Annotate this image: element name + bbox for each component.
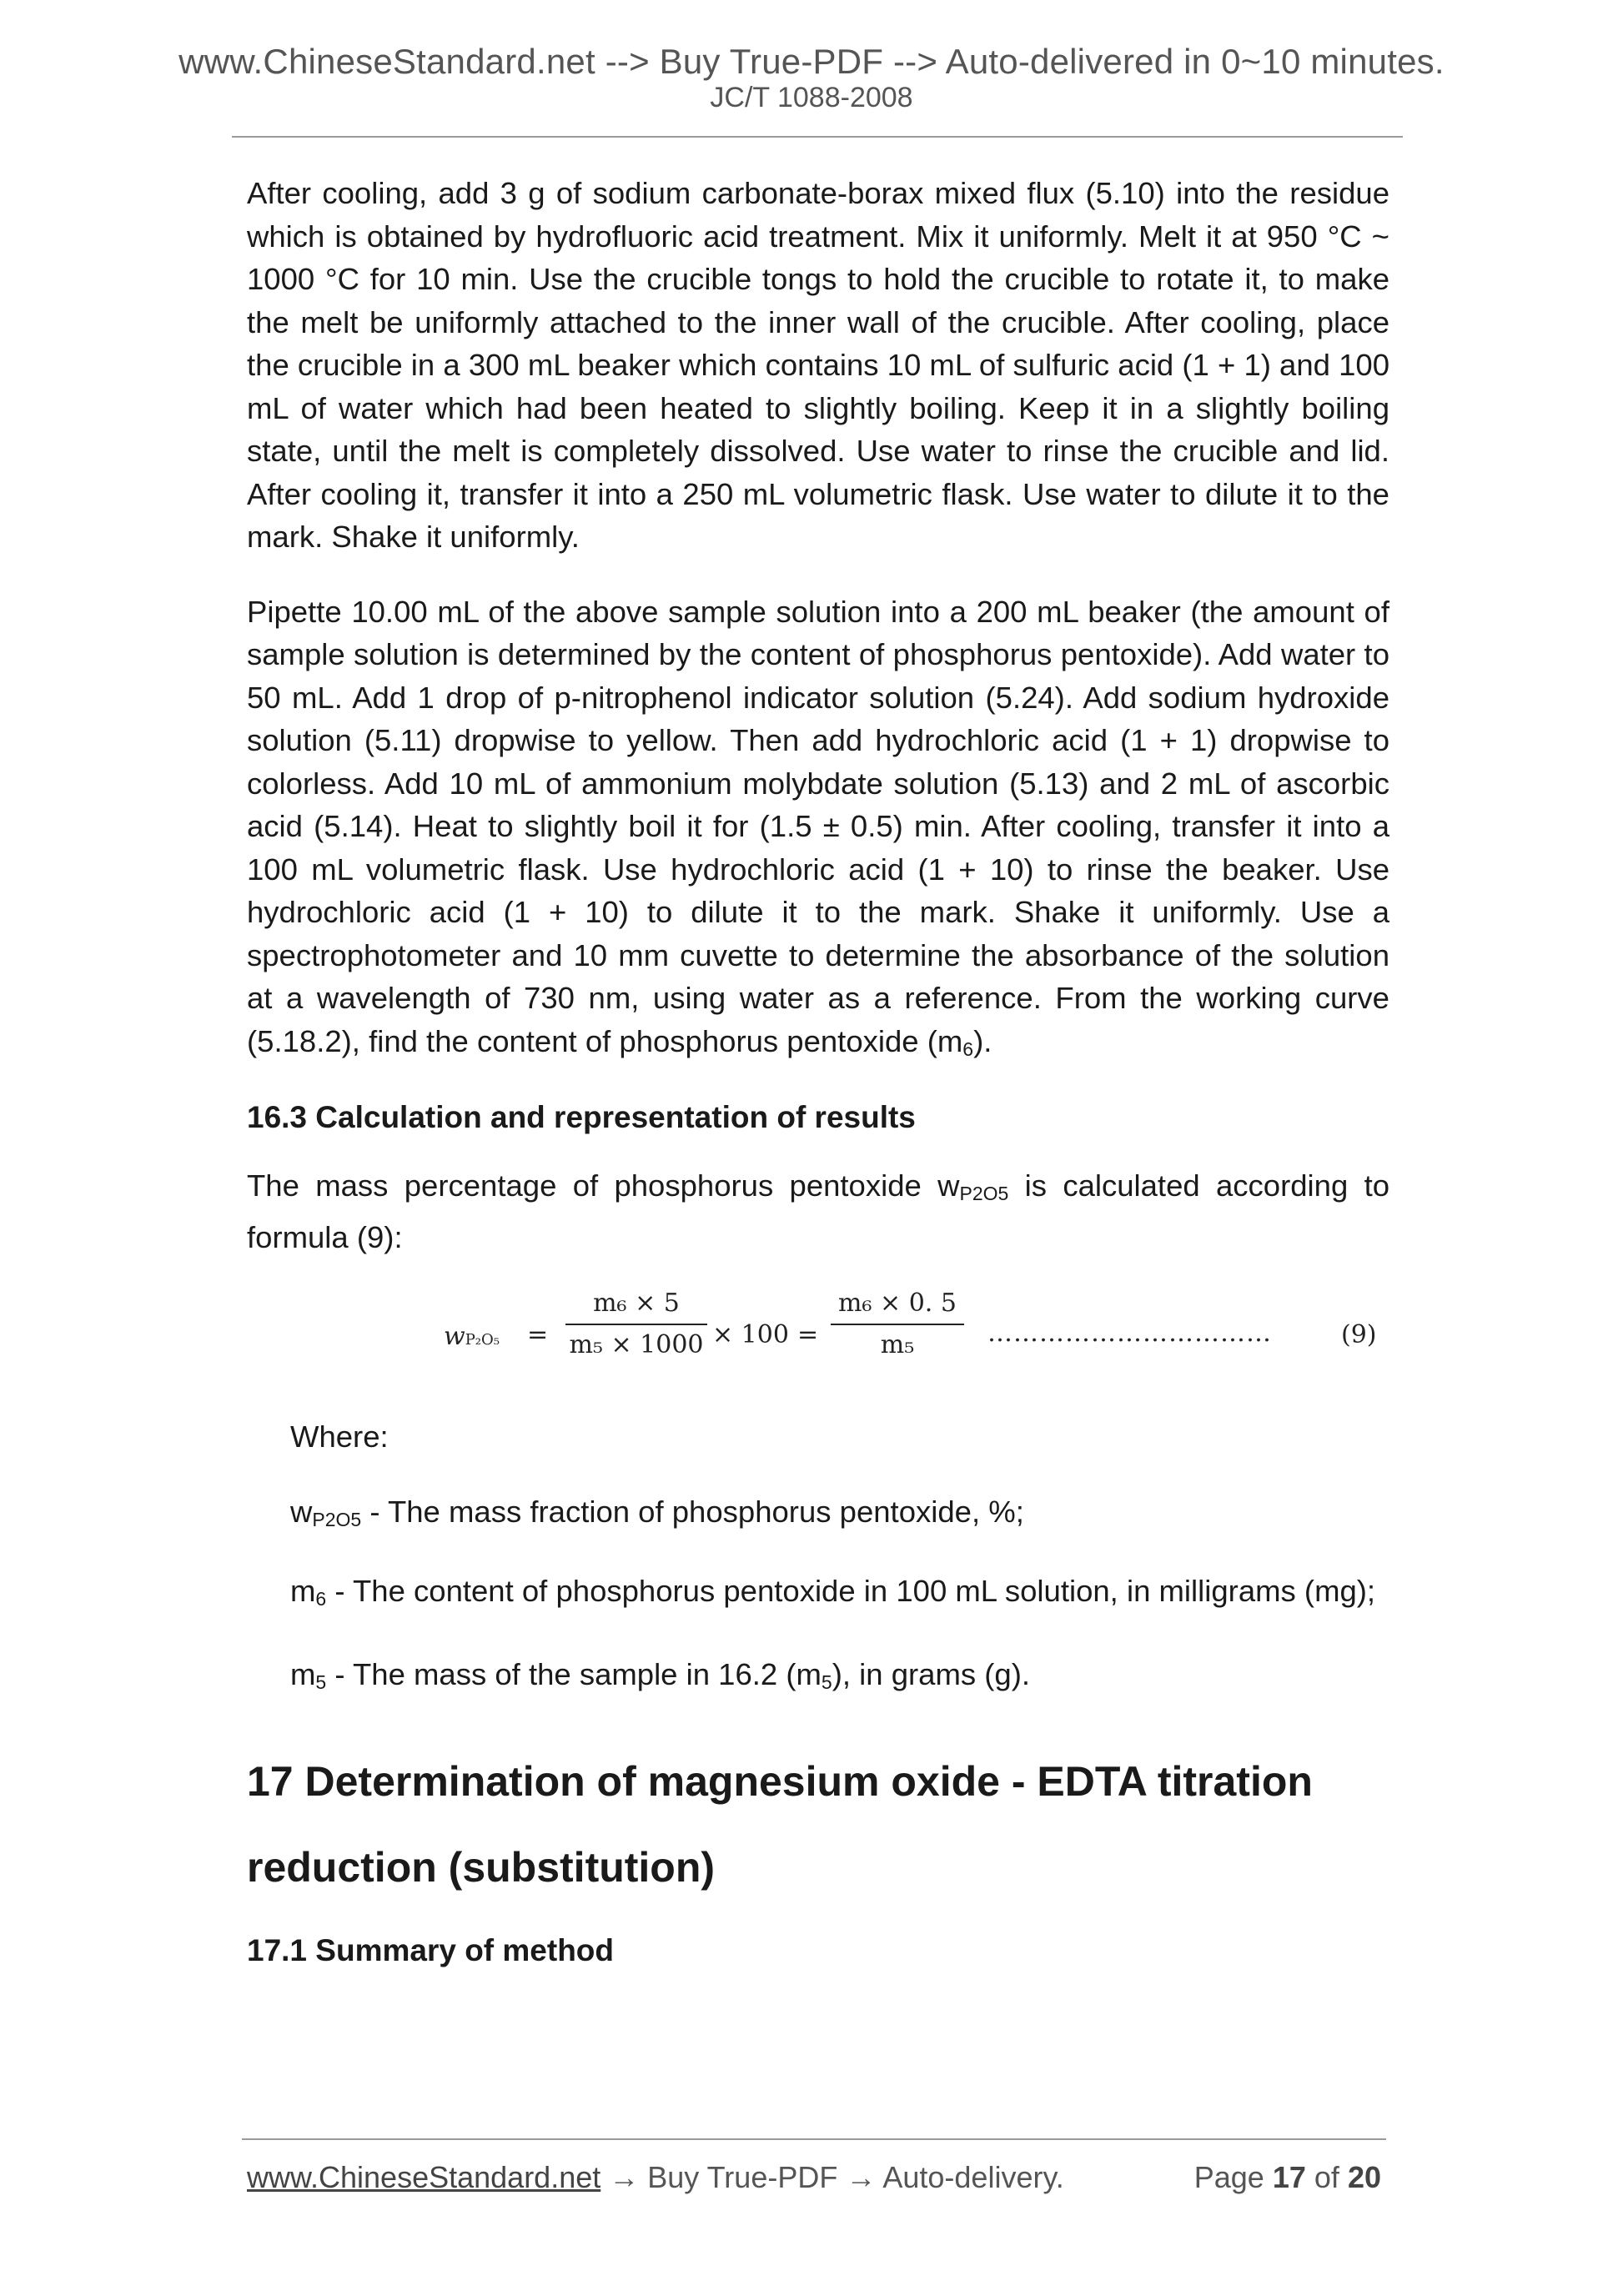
def-m6-subscript: 6 [315, 1588, 327, 1610]
standard-code: JC/T 1088-2008 [710, 82, 913, 113]
formula-intro-text-b: is calculated according to formula (9): [247, 1168, 1390, 1254]
definition-m6 [290, 1570, 1389, 1621]
footer-delivery-text: Auto-delivery. [882, 2160, 1064, 2194]
formula-equals-2: = [797, 1320, 819, 1349]
section-16-3-heading: 16.3 Calculation and representation of results [247, 1100, 916, 1134]
page-indicator [1194, 2160, 1381, 2195]
fraction-2-bar [831, 1324, 964, 1325]
page-of: of [1314, 2160, 1339, 2194]
paragraph-pipette-end: ). [973, 1023, 992, 1058]
def-w-text: - The mass fraction of phosphorus pentoxide, %; [361, 1494, 1024, 1529]
formula-fraction-1 [565, 1289, 707, 1360]
def-m6-symbol: m [290, 1574, 316, 1608]
def-m6-text: - The content of phosphorus pentoxide in 100 mL solution, in milligrams (mg); [326, 1574, 1376, 1608]
fraction-2-numerator: m₆ × 0. 5 [838, 1289, 957, 1318]
formula-intro [247, 1164, 1389, 1259]
section-17-heading: 17 Determination of magnesium oxide - EDTA titration reduction (substitution) [247, 1758, 1313, 1891]
variable-definitions [290, 1415, 1389, 1704]
formula-9 [247, 1289, 1389, 1389]
formula-number: (9) [1341, 1320, 1377, 1349]
page-total: 20 [1347, 2160, 1381, 2194]
def-w-subscript: P2O5 [312, 1508, 362, 1530]
paragraph-pipette-text: Pipette 10.00 mL of the above sample solution into a 200 mL beaker (the amount of sample solution is determined by the content of phosphorus pentoxide). Add water to 50 mL. Add 1 drop of p-nitrophenol indicator solution (5.24). Add sodium hydroxide solution (5.11) dropwise to yellow. Then add hydrochloric acid (1 + 1) dropwise to colorless. Add 10 mL of ammonium molybdate solution (5.13) and 2 mL of ascorbic acid (5.14). Heat to slightly boil it for (1.5 ± 0.5) min. After cooling, transfer it into a 100 mL volumetric flask. Use hydrochloric acid (1 + 10) to rinse the beaker. Use hydrochloric acid (1 + 10) to dilute it to the mark. Shake it uniformly. Use a spectrophotometer and 10 mm cuvette to determine the absorbance of the solution at a wavelength of 730 nm, using water as a reference. From the working curve (5.18.2), find the content of phosphorus pentoxide (m [247, 594, 1389, 1058]
def-m5-subscript-2: 5 [821, 1671, 832, 1693]
footer-site-link[interactable]: www.ChineseStandard.net [247, 2160, 601, 2194]
fraction-1-numerator: m₆ × 5 [593, 1289, 680, 1318]
fraction-2-denominator: m₅ [880, 1330, 915, 1359]
fraction-1-bar [565, 1324, 707, 1325]
subscript-6: 6 [962, 1037, 974, 1060]
footer-arrow-1: → [600, 2160, 648, 2194]
site-banner: www.ChineseStandard.net --> Buy True-PDF --> Auto-delivered in 0~10 minutes. [178, 42, 1445, 81]
page-label: Page [1193, 2160, 1264, 2194]
definition-m5 [290, 1653, 1389, 1705]
footer-links [247, 2160, 1064, 2195]
formula-w-symbol: w [444, 1322, 465, 1351]
page-content [247, 172, 1389, 1972]
def-w-symbol: w [290, 1494, 313, 1529]
definition-w-p2o5 [290, 1490, 1389, 1542]
def-m5-text-a: - The mass of the sample in 16.2 (m [326, 1656, 822, 1691]
footer-buy-text: Buy True-PDF [647, 2160, 838, 2194]
paragraph-pipette-procedure [247, 590, 1389, 1072]
page-current: 17 [1272, 2160, 1306, 2194]
where-label: Where: [290, 1419, 389, 1454]
formula-fraction-2 [831, 1289, 964, 1360]
def-m5-subscript: 5 [315, 1671, 327, 1693]
def-m5-text-b: ), in grams (g). [832, 1656, 1031, 1691]
formula-times-100: × 100 [712, 1320, 789, 1349]
formula-equals-1: = [527, 1320, 549, 1349]
footer-arrow-2: → [837, 2160, 883, 2194]
paragraph-melting-procedure: After cooling, add 3 g of sodium carbonate-borax mixed flux (5.10) into the residue which is obtained by hydrofluoric acid treatment. Mix it uniformly. Melt it at 950 °C ~ 1000 °C for 10 min. Use the crucible tongs to hold the crucible to rotate it, to make the melt be uniformly attached to the inner wall of the crucible. After cooling, place the crucible in a 300 mL beaker which contains 10 mL of sulfuric acid (1 + 1) and 100 mL of water which had been heated to slightly boiling. Keep it in a slightly boiling state, until the melt is completely dissolved. Use water to rinse the crucible and lid. After cooling it, transfer it into a 250 mL volumetric flask. Use water to dilute it to the mark. Shake it uniformly. [247, 176, 1389, 554]
def-m5-symbol: m [290, 1656, 316, 1691]
fraction-1-denominator: m₅ × 1000 [569, 1330, 704, 1359]
header-divider [232, 136, 1403, 138]
formula-intro-text-a: The mass percentage of phosphorus pentoxide w [247, 1168, 960, 1203]
formula-leader-dots: …………………………… [987, 1319, 1272, 1348]
formula-intro-subscript: P2O5 [959, 1183, 1009, 1204]
footer-divider [242, 2138, 1386, 2140]
section-17-1-heading: 17.1 Summary of method [247, 1933, 615, 1967]
formula-lhs-subscript: P₂O₅ [465, 1331, 500, 1349]
formula-lhs [444, 1322, 500, 1351]
